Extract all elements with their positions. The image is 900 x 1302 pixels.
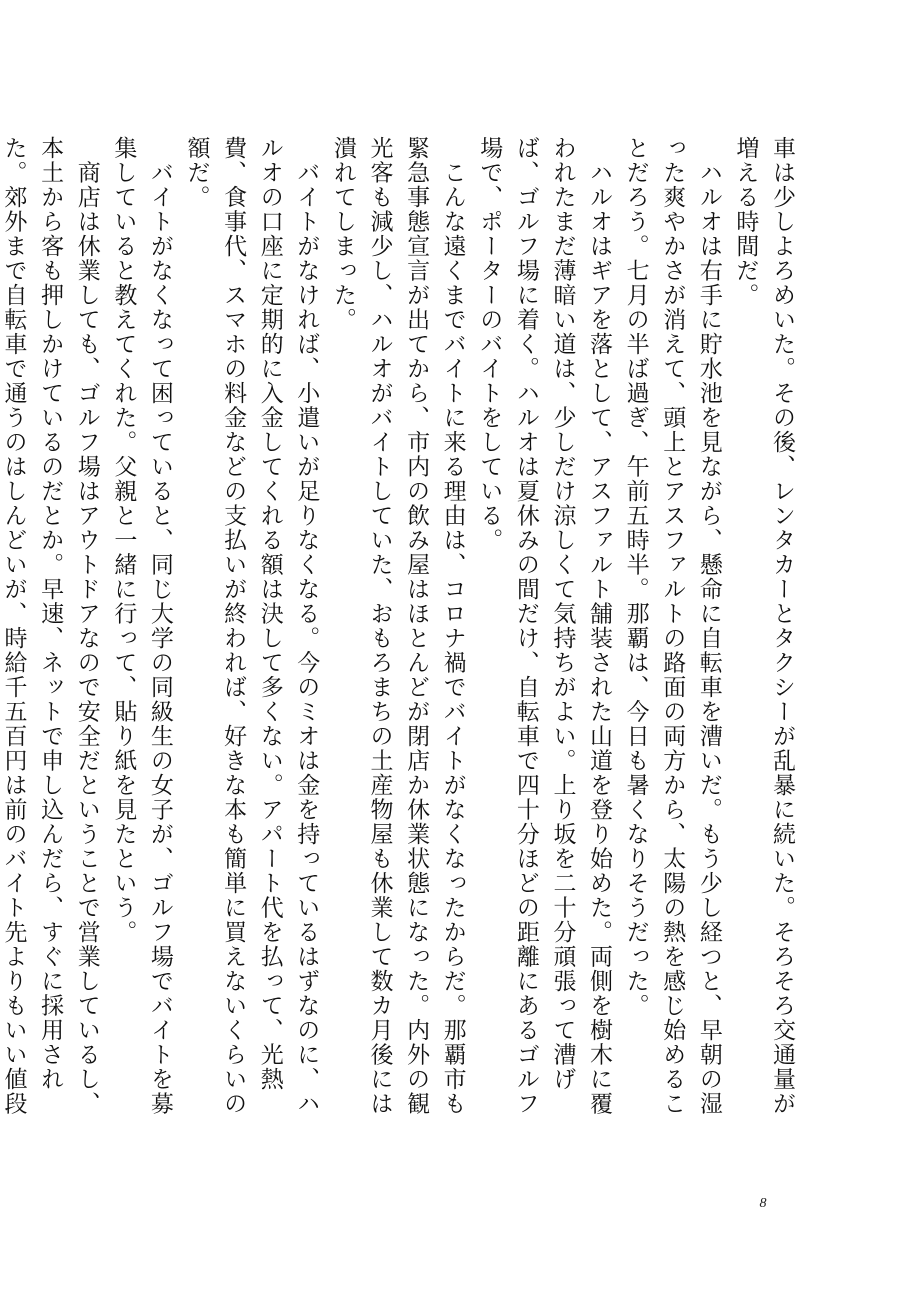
paragraph: こんな遠くまでバイトに来る理由は、コロナ禍でバイトがなくなったからだ。那覇市も緊急事態宣言が出てから、市内の飲み屋はほとんどが閉店か休業状態になった。内外の観光客も減少し、ハルオがバイトしていた、おもろまちの土産物屋も休業して数カ月後には潰れてしまった。	[329, 136, 466, 1116]
paragraph: バイトがなければ、小遣いが足りなくなる。今のミオは金を持っているはずなのに、ハルオの口座に定期的に入金してくれる額は決して多くない。アパート代を払って、光熱費、食事代、スマホの料金などの支払いが終われば、好きな本も簡単に買えないくらいの額だ。	[183, 136, 320, 1116]
page-number: 8	[759, 1196, 767, 1211]
paragraph: 車は少しよろめいた。その後、レンタカーとタクシーが乱暴に続いた。そろそろ交通量が増える時間だ。	[732, 136, 795, 1116]
vertical-text-body	[0, 136, 800, 1136]
paragraph: ハルオは右手に貯水池を見ながら、懸命に自転車を漕いだ。もう少し経つと、早朝の湿った爽やかさが消えて、頭上とアスファルトの路面の両方から、太陽の熱を感じ始めることだろう。七月の半ば過ぎ、午前五時半。那覇は、今日も暑くなりそうだった。	[622, 136, 722, 1116]
paragraph: 商店は休業しても、ゴルフ場はアウトドアなので安全だということで営業しているし、本土から客も押しかけているのだとか。早速、ネットで申し込んだら、すぐに採用された。郊外まで自転車で通うのはしんどいが、時給千五百円は前のバイト先よりもいい値段	[0, 136, 100, 1116]
paragraph: ハルオはギアを落として、アスファルト舗装された山道を登り始めた。両側を樹木に覆われたまだ薄暗い道は、少しだけ涼しくて気持ちがよい。上り坂を二十分頑張って漕げば、ゴルフ場に着く。ハルオは夏休みの間だけ、自転車で四十分ほどの距離にあるゴルフ場で、ポーターのバイトをしている。	[476, 136, 613, 1116]
paragraph: バイトがなくなって困っていると、同じ大学の同級生の女子が、ゴルフ場でバイトを募集していると教えてくれた。父親と一緒に行って、貼り紙を見たという。	[110, 136, 173, 1116]
